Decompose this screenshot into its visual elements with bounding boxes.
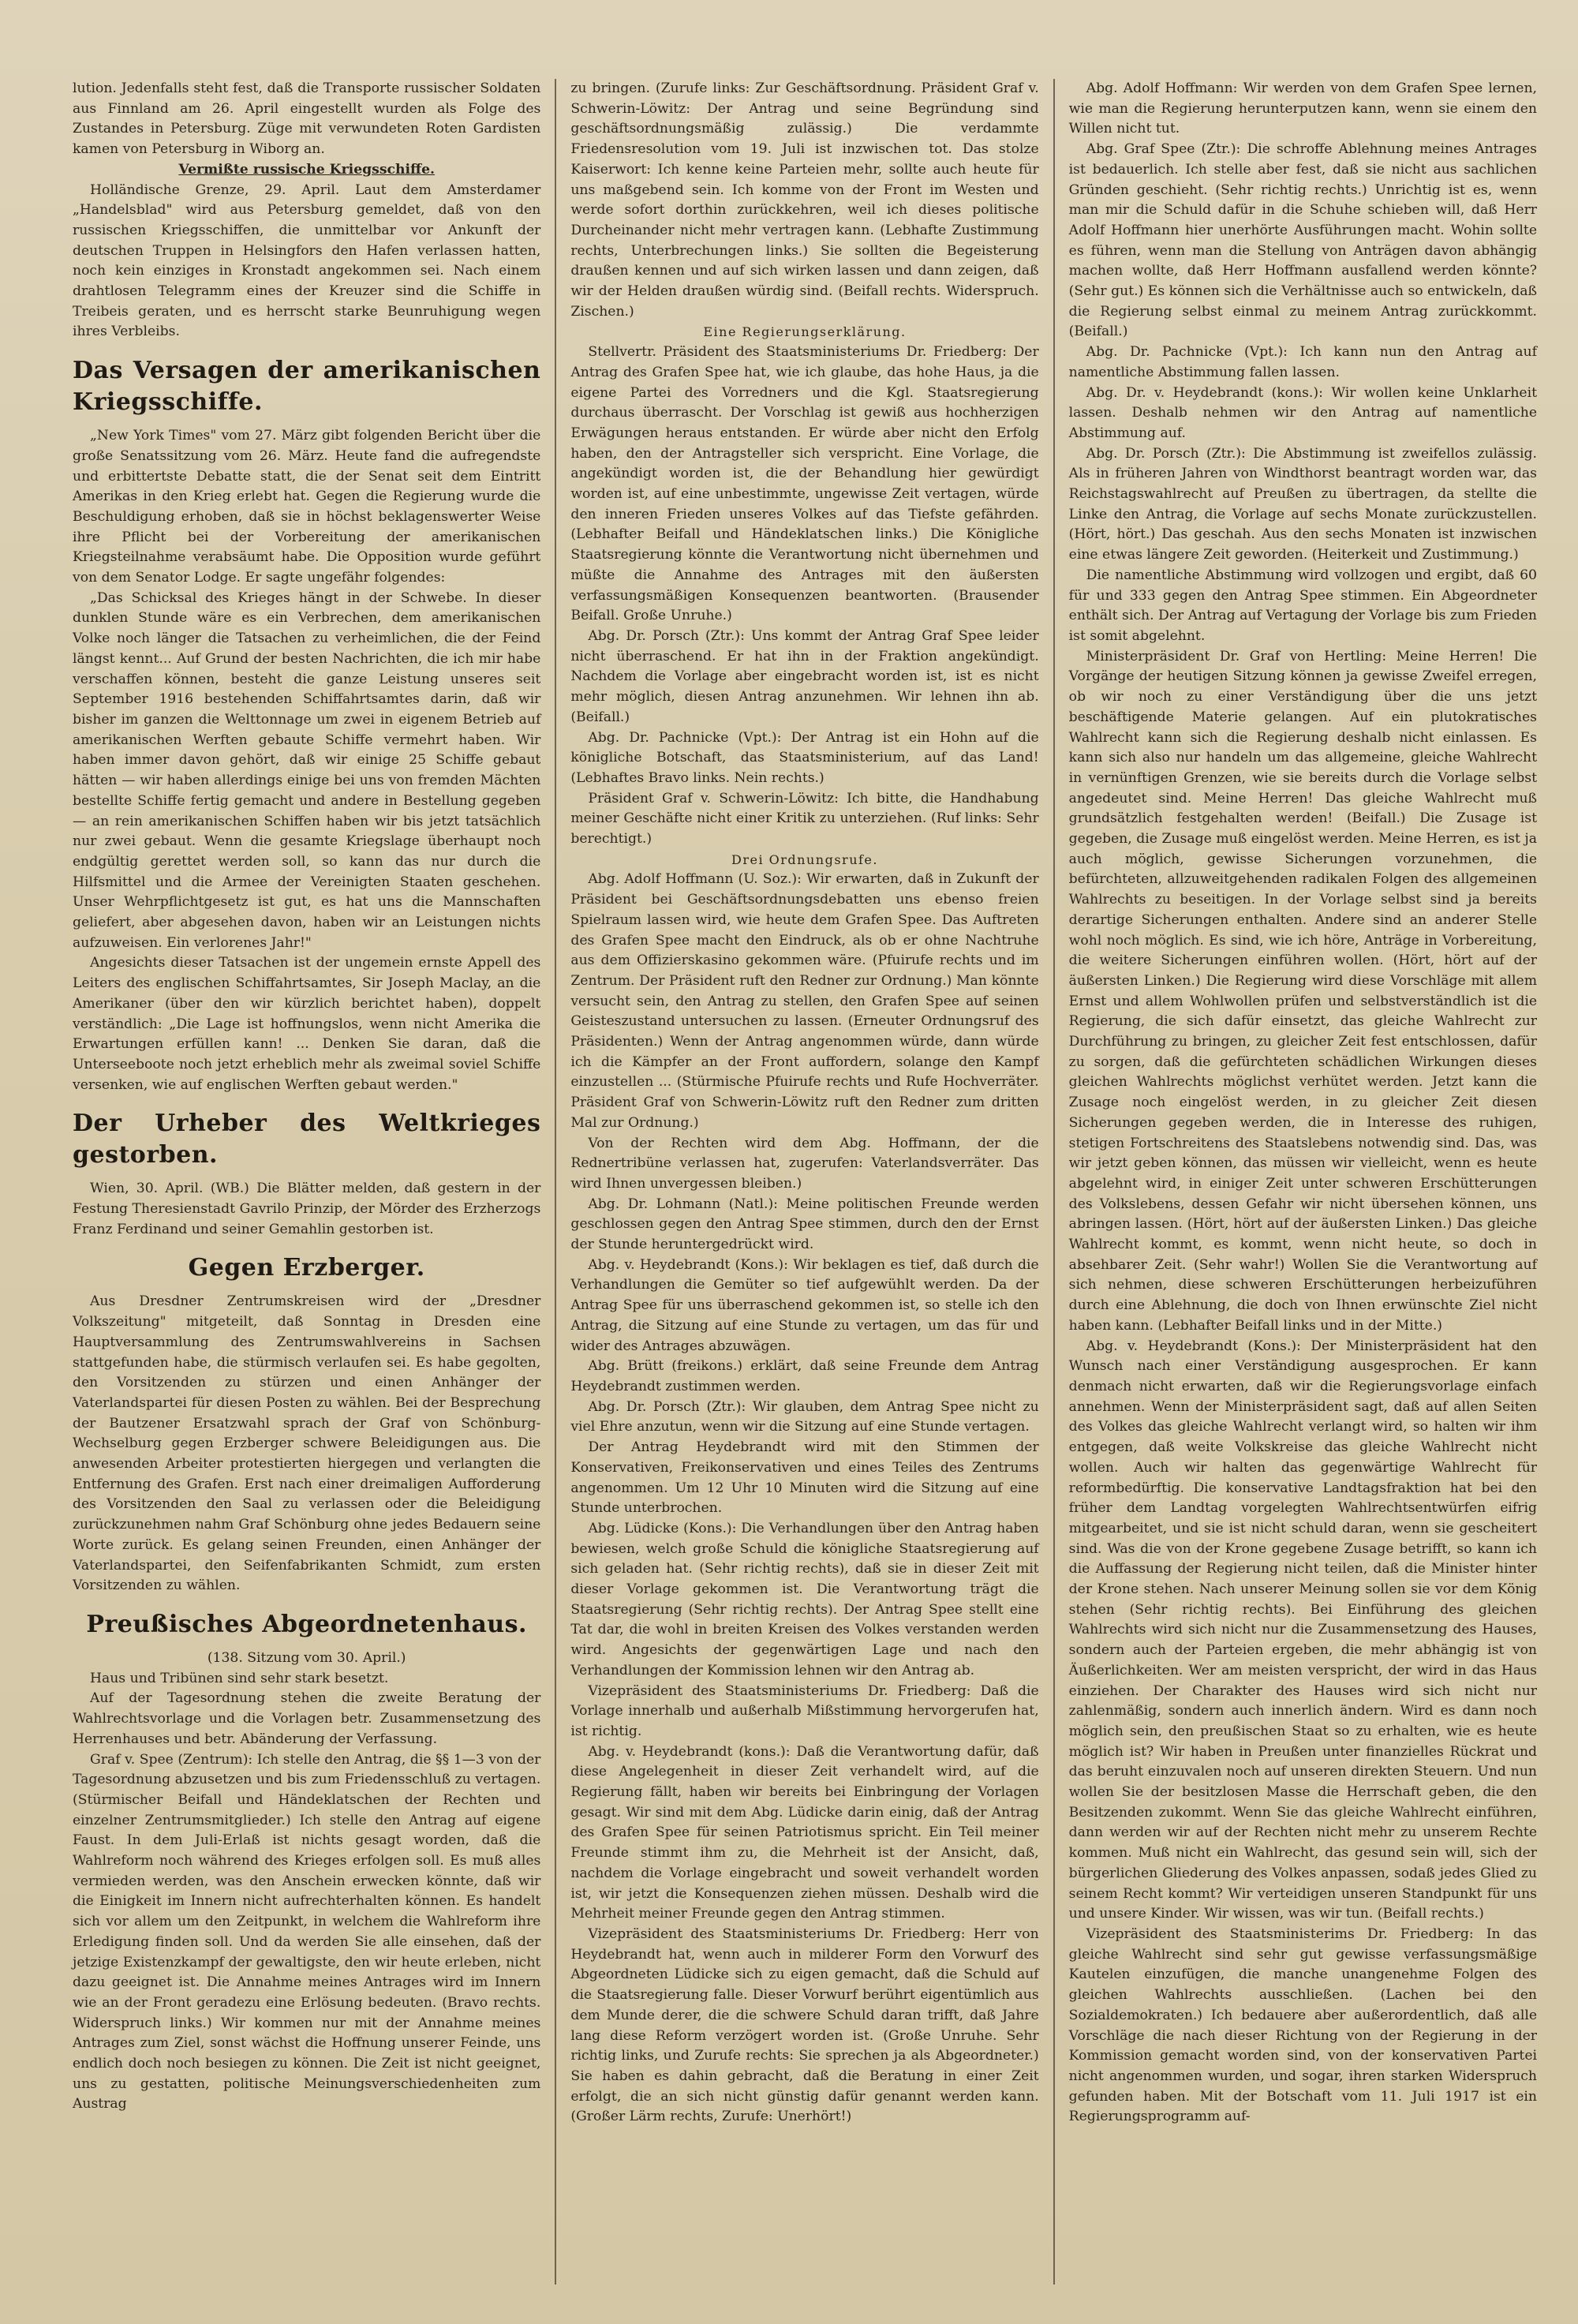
column-divider [1053, 79, 1055, 2285]
paragraph: „New York Times" vom 27. März gibt folgenden Bericht über die große Senatssitzung vom 26. März. Heute fand die aufregendste und erbittertste Debatte statt, die der Senat seit dem Eintritt Amerikas in den Krieg erlebt hat. Gegen die Regierung wurde die Beschuldigung erhoben, daß sie in höchst beklagenswerter Weise ihre Pflicht bei der Vorbereitung der amerikanischen Kriegsteilnahme verabsäumt habe. Die Opposition wurde geführt von dem Senator Lodge. Er sagte ungefähr folgendes: [73, 428, 541, 586]
headline: Der Urheber des Weltkrieges gestorben. [73, 1110, 541, 1169]
paragraph: Abg. v. Heydebrandt (kons.): Daß die Verantwortung dafür, daß diese Angelegenheit in dieser Zeit verhandelt wird, auf die Regierung fällt, haben wir bereits bei Einbringung der Vorlagen gesagt. Wir sind mit dem Abg. Lüdicke darin einig, daß der Antrag des Grafen Spee für seinen Patriotismus spricht. Ein Teil meiner Freunde stimmt ihm zu, die Mehrheit ist der Ansicht, daß, nachdem die Vorlage eingebracht und soweit verhandelt worden ist, wir jetzt die Konsequenzen ziehen müssen. Deshalb wird die Mehrheit meiner Freunde gegen den Antrag stimmen. [570, 1743, 1039, 1922]
paragraph: Die namentliche Abstimmung wird vollzogen und ergibt, daß 60 für und 333 gegen den Antrag Spee stimmen. Ein Abgeordneter enthält sich. Der Antrag auf Vertagung der Vorlage bis zum Frieden ist somit abgelehnt. [1068, 567, 1537, 644]
headline: Gegen Erzberger. [188, 1254, 425, 1282]
columns [63, 79, 1546, 2285]
subheadline: Eine Regierungserklärung. [703, 324, 907, 340]
paragraph: Auf der Tagesordnung stehen die zweite Beratung der Wahlrechtsvorlage und die Vorlagen betr. Zusammensetzung des Herrenhauses und betr. Abänderung der Verfassung. [73, 1690, 541, 1747]
paragraph: Der Antrag Heydebrandt wird mit den Stimmen der Konservativen, Freikonservativen und eines Teiles des Zentrums angenommen. Um 12 Uhr 10 Minuten wird die Sitzung auf eine Stunde unterbrochen. [570, 1439, 1039, 1517]
paragraph: Abg. Adolf Hoffmann: Wir werden von dem Grafen Spee lernen, wie man die Regierung herunterputzen kann, wenn sie einem den Willen nicht tut. [1068, 80, 1537, 137]
subheadline: Vermißte russische Kriegsschiffe. [178, 161, 436, 178]
paragraph: Vizepräsident des Staatsministerims Dr. Friedberg: In das gleiche Wahlrecht sind sehr gut gewisse verfassungsmäßige Kautelen einzufügen, die manche unangenehme Folgen des gleichen Wahlrechts ausschließen. (Lachen bei den Sozialdemokraten.) Ich bedauere aber außerordentlich, daß alle Vorschläge die nach dieser Richtung von der Regierung in der Kommission gemacht worden sind, von der konservativen Partei nicht angenommen wurden, und sogar, ihren starken Widerspruch gefunden haben. Mit der Botschaft vom 11. Juli 1917 ist ein Regierungsprogramm auf- [1068, 1925, 1537, 2125]
paragraph: Haus und Tribünen sind sehr stark besetzt. [90, 1670, 389, 1686]
paragraph: Abg. Dr. Porsch (Ztr.): Uns kommt der Antrag Graf Spee leider nicht überraschend. Er hat ihn in der Fraktion angekündigt. Nachdem die Vorlage aber eingebracht worden ist, ist es nicht mehr möglich, diesen Antrag anzunehmen. Wir lehnen ihn ab. (Beifall.) [570, 627, 1039, 725]
column-divider [555, 79, 556, 2285]
paragraph: Abg. v. Heydebrandt (Kons.): Der Ministerpräsident hat den Wunsch nach einer Verständigung ausgesprochen. Er kann denmach nicht erwarten, daß wir die Regierungsvorlage einfach annehmen. Wenn der Ministerpräsident sagt, daß auf allen Seiten des Volkes das gleiche Wahlrecht verlangt wird, so halten wir ihm entgegen, daß weite Volkskreise das gleiche Wahlrecht nicht wollen. Auch wir halten das gegenwärtige Wahlrecht für reformbedürftig. Die konservative Landtagsfraktion hat bei den früher dem Landtag vorgelegten Wahlrechtsentwürfen eifrig mitgearbeitet, und sie ist nicht schuld daran, wenn sie gescheitert sind. Was die von der Krone gegebene Zusage betrifft, so kann ich die Auffassung der Regierung nicht teilen, daß die Minister hinter der Krone stehen. Nach unserer Meinung sollen sie vor dem König stehen (Sehr richtig rechts). Bei Einführung des gleichen Wahlrechts wird sich nicht nur die Zusammensetzung des Hauses, sondern auch der Parteien ergeben, die mehr abhängig ist von Äußerlichkeiten. Wer am meisten verspricht, der wird in das Haus einziehen. Der Charakter des Hauses wird sich nicht nur zahlenmäßig, sondern auch innerlich ändern. Wird es dann noch möglich sein, den preußischen Staat so zu erhalten, wie es heute möglich ist? Wir haben in Preußen unter finanzielles Rückrat und das beruht einzuvalen noch auf unseren direkten Steuern. Und nun wollen Sie der besitzlosen Masse die Herrschaft geben, die den Besitzenden zukommt. Wenn Sie das gleiche Wahlrecht einführen, dann werden wir auf der Rechten nicht mehr zu unserem Rechte kommen. Muß nicht ein Wahlrecht, das gesund sein will, sich der bürgerlichen Gliederung des Volkes anpassen, sodaß jedes Glied zu seinem Recht kommt? Wir verteidigen unseren Standpunkt für uns und unsere Kinder. Wir wissen, was wir tun. (Beifall rechts.) [1068, 1338, 1537, 1922]
headline: Das Versagen der amerikanischen Kriegsschiffe. [73, 357, 541, 417]
paragraph: Vizepräsident des Staatsministeriums Dr. Friedberg: Herr von Heydebrandt hat, wenn auch in milderer Form den Vorwurf des Abgeordneten Lüdicke sich zu eigen gemacht, daß die Schuld auf die Staatsregierung falle. Dieser Vorwurf berührt eigentümlich aus dem Munde derer, die die schwere Schuld daran trifft, daß Jahre lang diese Reform verzögert worden ist. (Große Unruhe. Sehr richtig links, und Zurufe rechts: Sie sprechen ja als Abgeordneter.) Sie haben es dahin gebracht, daß die Beratung in einer Zeit erfolgt, die an sich nicht günstig dafür genannt werden kann. (Großer Lärm rechts, Zurufe: Unerhört!) [570, 1925, 1039, 2125]
paragraph: Graf v. Spee (Zentrum): Ich stelle den Antrag, die §§ 1—3 von der Tagesordnung abzusetzen und bis zum Friedensschluß zu vertagen. (Stürmischer Beifall und Händeklatschen der Rechten und einzelner Zentrumsmitglieder.) Ich stelle den Antrag auf eigene Faust. In dem Juli-Erlaß ist nichts gesagt worden, daß die Wahlreform noch während des Krieges erfolgen soll. Es muß alles vermieden werden, was den Anschein erwecken könnte, daß wir die Einigkeit im Innern nicht aufrechterhalten können. Es handelt sich vor allem um den Zeitpunkt, in welchem die Wahlreform ihre Erledigung finden soll. Und da werden Sie alle einsehen, daß der jetzige Existenzkampf der gewaltigste, den wir heute erleben, nicht dazu geeignet ist. Die Annahme meines Antrages wird im Innern wie an der Front geradezu eine Erlösung bedeuten. (Bravo rechts. Widerspruch links.) Wir kommen nur mit der Annahme meines Antrages zum Ziel, sonst wächst die Hoffnung unserer Feinde, uns endlich doch noch besiegen zu können. Die Zeit ist nicht geeignet, uns zu gestatten, politische Meinungsverschiedenheiten zum Austrag [73, 1751, 541, 2113]
paragraph: Abg. Graf Spee (Ztr.): Die schroffe Ablehnung meines Antrages ist bedauerlich. Ich stelle aber fest, daß sie nicht aus sachlichen Gründen geschieht. (Sehr richtig rechts.) Unrichtig ist es, wenn man mir die Schuld dafür in die Schuhe schieben will, daß Herr Adolf Hoffmann hier unerhörte Ausführungen macht. Wohin sollte es führen, wenn man die Stellung von Anträgen davon abhängig machen wollte, daß Herr Hoffmann ausfallend werden könnte? (Sehr gut.) Es können sich die Verhältnisse auch so entwickeln, daß die Regierung selbst einmal zu meinem Antrag zurückkommt. (Beifall.) [1068, 141, 1537, 340]
paragraph: zu bringen. (Zurufe links: Zur Geschäftsordnung. Präsident Graf v. Schwerin-Löwitz: Der Antrag und seine Begründung sind geschäftsordnungsmäßig zulässig.) Die verdammte Friedensresolution vom 19. Juli ist inzwischen tot. Das stolze Kaiserwort: Ich kenne keine Parteien mehr, sollte auch heute für uns maßgebend sein. Ich komme von der Front im Westen und werde sofort dorthin zurückkehren, weil ich dieses politische Durcheinander nicht mehr vertragen kann. (Lebhafte Zustimmung rechts, Unterbrechungen links.) Sie sollten die Begeisterung draußen kennen und auf sich wirken lassen und dann zeigen, daß wir der Helden draußen würdig sind. (Beifall rechts. Widerspruch. Zischen.) [570, 80, 1039, 320]
subheadline: Drei Ordnungsrufe. [731, 851, 878, 867]
column-3 [1060, 79, 1546, 2285]
column-2 [561, 79, 1048, 2285]
paragraph: Abg. Dr. Porsch (Ztr.): Wir glauben, dem Antrag Spee nicht zu viel Ehre anzutun, wenn wir die Sitzung auf eine Stunde vertagen. [570, 1398, 1039, 1435]
paragraph: Abg. Lüdicke (Kons.): Die Verhandlungen über den Antrag haben bewiesen, welch große Schuld die königliche Staatsregierung auf sich geladen hat. (Sehr richtig rechts), daß sie in dieser Zeit mit dieser Vorlage gekommen ist. Die Verantwortung trägt die Staatsregierung (Sehr richtig rechts). Der Antrag Spee stellt eine Tat dar, die wohl in breiten Kreisen des Volkes verstanden werden wird. Angesichts der gegenwärtigen Lage und nach den Verhandlungen der Kommission lehnen wir den Antrag ab. [570, 1520, 1039, 1678]
paragraph: Abg. Adolf Hoffmann (U. Soz.): Wir erwarten, daß in Zukunft der Präsident bei Geschäftsordnungsdebatten uns ebenso freien Spielraum lassen wird, wie heute dem Grafen Spee. Das Auftreten des Grafen Spee macht den Eindruck, als ob er ohne Nachtruhe aus dem Offizierskasino gekommen wäre. (Pfuirufe rechts und im Zentrum. Der Präsident ruft den Redner zur Ordnung.) Man könnte versucht sein, den Antrag zu stellen, den Grafen Spee auf seinen Geisteszustand untersuchen zu lassen. (Erneuter Ordnungsruf des Präsidenten.) Wenn der Antrag angenommen würde, dann würde ich die Kämpfer an der Front auffordern, solange den Kampf einzustellen ... (Stürmische Pfuirufe rechts und Rufe Hochverräter. Präsident Graf von Schwerin-Löwitz ruft den Redner zum dritten Mal zur Ordnung.) [570, 871, 1039, 1131]
paragraph: „Das Schicksal des Krieges hängt in der Schwebe. In dieser dunklen Stunde wäre es ein Verbrechen, dem amerikanischen Volke noch länger die Tatsachen zu verheimlichen, die der Feind längst kennt... Auf Grund der besten Nachrichten, die ich mir habe verschaffen können, besteht die ganze Leistung unseres seit September 1916 bestehenden Schiffahrtsamtes darin, daß wir bisher im ganzen die Welttonnage um zwei in eigenem Betrieb auf amerikanischen Werften gebaute Schiffe vermehrt haben. Wir haben immer davon gehört, daß wir einige 25 Schiffe gebaut hätten — wir haben allerdings einige bei uns von fremden Mächten bestellte Schiffe fertig gemacht und andere in Bestellung gegeben — an rein amerikanischen Schiffen haben wir bis jetzt tatsächlich nur zwei gebaut. Wenn die gesamte Kriegslage überhaupt noch endgültig gerettet werden soll, so kann das nur durch die Hilfsmittel und die Armee der Vereinigten Staaten geschehen. Unser Wehrpflichtgesetz ist gut, es hat uns die Mannschaften geliefert, aber abgesehen davon, haben wir an Leistungen nichts aufzuweisen. Ein verlorenes Jahr!" [73, 589, 541, 951]
paragraph: Abg. Dr. Pachnicke (Vpt.): Ich kann nun den Antrag auf namentliche Abstimmung fallen lassen. [1068, 344, 1537, 380]
paragraph: Abg. Dr. v. Heydebrandt (kons.): Wir wollen keine Unklarheit lassen. Deshalb nehmen wir den Antrag auf namentliche Abstimmung auf. [1068, 384, 1537, 441]
paragraph: Stellvertr. Präsident des Staatsministeriums Dr. Friedberg: Der Antrag des Grafen Spee hat, wie ich glaube, das hohe Haus, ja die eigene Partei des Vorredners und die Kgl. Staatsregierung durchaus überrascht. Der Vorschlag ist gewiß aus hochherzigen Erwägungen heraus entstanden. Er würde aber nicht den Erfolg haben, den der Antragsteller sich verspricht. Eine Vorlage, die angekündigt worden ist, die der Behandlung hier gewürdigt worden ist, auf eine unbestimmte, ungewisse Zeit vertagen, würde den inneren Frieden unseres Volkes auf das Tiefste gefährden. (Lebhafter Beifall und Händeklatschen links.) Die Königliche Staatsregierung könnte die Verantwortung nicht übernehmen und müßte die Annahme des Antrages mit den äußersten verfassungsmäßigen Konsequenzen beantworten. (Brausender Beifall. Große Unruhe.) [570, 344, 1039, 624]
paragraph: lution. Jedenfalls steht fest, daß die Transporte russischer Soldaten aus Finnland am 26. April eingestellt wurden als Folge des Zustandes in Petersburg. Züge mit verwundeten Roten Gardisten kamen von Petersburg in Wiborg an. [73, 80, 541, 158]
paragraph: Vizepräsident des Staatsministeriums Dr. Friedberg: Daß die Vorlage innerhalb und außerhalb Mißstimmung hervorgerufen hat, ist richtig. [570, 1682, 1039, 1739]
paragraph: Wien, 30. April. (WB.) Die Blätter melden, daß gestern in der Festung Theresienstadt Gavrilo Prinzip, der Mörder des Erzherzogs Franz Ferdinand und seiner Gemahlin gestorben ist. [73, 1181, 541, 1237]
paragraph: Holländische Grenze, 29. April. Laut dem Amsterdamer „Handelsblad" wird aus Petersburg gemeldet, daß von den russischen Kriegsschiffen, die unmittelbar vor Ankunft der deutschen Truppen in Helsingfors den Hafen verlassen hatten, noch kein einziges in Kronstadt angekommen sei. Nach einem drahtlosen Telegramm eines der Kreuzer sind die Schiffe in Treibeis geraten, und es herrscht starke Beunruhigung wegen ihres Verbleibs. [73, 182, 541, 340]
column-1 [63, 79, 550, 2285]
paragraph: Aus Dresdner Zentrumskreisen wird der „Dresdner Volkszeitung" mitgeteilt, daß Sonntag in Dresden eine Hauptversammlung des Zentrumswahlvereins in Sachsen stattgefunden habe, die stürmisch verlaufen sei. Es habe gegolten, den Vorsitzenden zu stürzen und einen Anhänger der Vaterlandspartei für diesen Posten zu wählen. Bei der Besprechung der Bautzener Ersatzwahl sprach der Graf von Schönburg-Wechselburg gegen Erzberger schwere Beleidigungen aus. Die anwesenden Arbeiter protestierten hiergegen und verlangten die Entfernung des Grafen. Erst nach einer dreimaligen Aufforderung des Vorsitzenden den Saal zu verlassen oder die Beleidigung zurückzunehmen nahm Graf Schönburg ohne jedes Bedauern seine Worte zurück. Es gelang seinen Freunden, einen Anhänger der Vaterlandspartei, den Seifenfabrikanten Schmidt, zum ersten Vorsitzenden zu wählen. [73, 1293, 541, 1594]
paragraph: Von der Rechten wird dem Abg. Hoffmann, der die Rednertribüne verlassen hat, zugerufen: Vaterlandsverräter. Das wird Ihnen unvergessen bleiben.) [570, 1135, 1039, 1192]
paragraph: Abg. Dr. Pachnicke (Vpt.): Der Antrag ist ein Hohn auf die königliche Botschaft, das Staatsministerium, auf das Land! (Lebhaftes Bravo links. Nein rechts.) [570, 729, 1039, 786]
paragraph: Abg. Dr. Porsch (Ztr.): Die Abstimmung ist zweifellos zulässig. Als in früheren Jahren von Windthorst beantragt worden war, das Reichstagswahlrecht auf Preußen zu übertragen, da stellte die Linke den Antrag, die Vorlage auf sechs Monate zurückzustellen. (Hört, hört.) Das geschah. Aus den sechs Monaten ist inzwischen eine etwas längere Zeit geworden. (Heiterkeit und Zustimmung.) [1068, 445, 1537, 563]
session-line: (138. Sitzung vom 30. April.) [207, 1650, 406, 1666]
headline: Preußisches Abgeordnetenhaus. [86, 1611, 527, 1638]
paragraph: Präsident Graf v. Schwerin-Löwitz: Ich bitte, die Handhabung meiner Geschäfte nicht einer Kritik zu unterziehen. (Ruf links: Sehr berechtigt.) [570, 790, 1039, 848]
paragraph: Abg. Dr. Lohmann (Natl.): Meine politischen Freunde werden geschlossen gegen den Antrag Spee stimmen, durch den der Ernst der Stunde heruntergedrückt wird. [570, 1196, 1039, 1253]
paragraph: Abg. v. Heydebrandt (Kons.): Wir beklagen es tief, daß durch die Verhandlungen die Gemüter so tief aufgewühlt werden. Da der Antrag Spee für uns überraschend gekommen ist, so stelle ich den Antrag, die Sitzung auf eine Stunde zu vertagen, um das für und wider des Antrages abzuwägen. [570, 1256, 1039, 1354]
paragraph: Ministerpräsident Dr. Graf von Hertling: Meine Herren! Die Vorgänge der heutigen Sitzung können ja gewisse Zweifel erregen, ob wir noch zu einer Verständigung über die uns jetzt beschäftigende Materie gelangen. Auf ein plutokratisches Wahlrecht kann sich die Regierung deshalb nicht einlassen. Es kann sich also nur handeln um das allgemeine, gleiche Wahlrecht in vernünftigen Grenzen, wie sie bereits durch die Vorlage selbst angedeutet sind. Meine Herren! Das gleiche Wahlrecht muß grundsätzlich festgehalten werden! (Beifall.) Die Zusage ist gegeben, die Zusage muß eingelöst werden. Meine Herren, es ist ja auch möglich, gewisse Sicherungen vorzunehmen, die befürchteten, allzuweitgehenden radikalen Folgen des allgemeinen Wahlrechts zu beseitigen. In der Vorlage selbst sind ja bereits derartige Sicherungen enthalten. Andere sind an anderer Stelle wohl noch möglich. Es sind, wie ich höre, Anträge in Vorbereitung, die weitere Sicherungen einführen wollen. (Hört, hört auf der äußersten Linken.) Die Regierung wird diese Vorschläge mit allem Ernst und allem Wohlwollen prüfen und selbstverständlich ist die Regierung, die sich dafür einsetzt, das gleiche Wahlrecht zur Durchführung zu bringen, zu gleicher Zeit fest entschlossen, dafür zu sorgen, daß die gefürchteten schädlichen Wirkungen dieses gleichen Wahlrechts möglichst verhütet werden. Jetzt kann die Zusage noch eingelöst werden, in zu gleicher Zeit diesen Sicherungen gegeben werden, die in Interesse des ruhigen, stetigen Fortschreitens des Staatslebens notwendig sind. Das, was wir jetzt geben können, das müssen wir vielleicht, wenn es heute abgelehnt wird, in einiger Zeit unter schweren Erschütterungen des Volkslebens, dessen Gefahr wir nicht übersehen können, uns abringen lassen. (Hört, hört auf der äußersten Linken.) Das gleiche Wahlrecht kommt, es kommt, wenn nicht heute, so doch in absehbarer Zeit. (Sehr wahr!) Wollen Sie die Verantwortung auf sich nehmen, diese schweren Erschütterungen herbeizuführen durch eine Ablehnung, die doch von Ihnen erwünschte Ziel nicht haben kann. (Lebhafter Beifall links und in der Mitte.) [1068, 648, 1537, 1334]
paragraph: Angesichts dieser Tatsachen ist der ungemein ernste Appell des Leiters des englischen Schiffahrtsamtes, Sir Joseph Maclay, an die Amerikaner (über den wir kürzlich berichtet haben), doppelt verständlich: „Die Lage ist hoffnungslos, wenn nicht Amerika die Erwartungen erfüllen kann! ... Denken Sie daran, daß die Unterseeboote noch jetzt erheblich mehr als zweimal soviel Schiffe versenken, wie auf englischen Werften gebaut werden." [73, 955, 541, 1093]
paragraph: Abg. Brütt (freikons.) erklärt, daß seine Freunde dem Antrag Heydebrandt zustimmen werden. [570, 1358, 1039, 1394]
